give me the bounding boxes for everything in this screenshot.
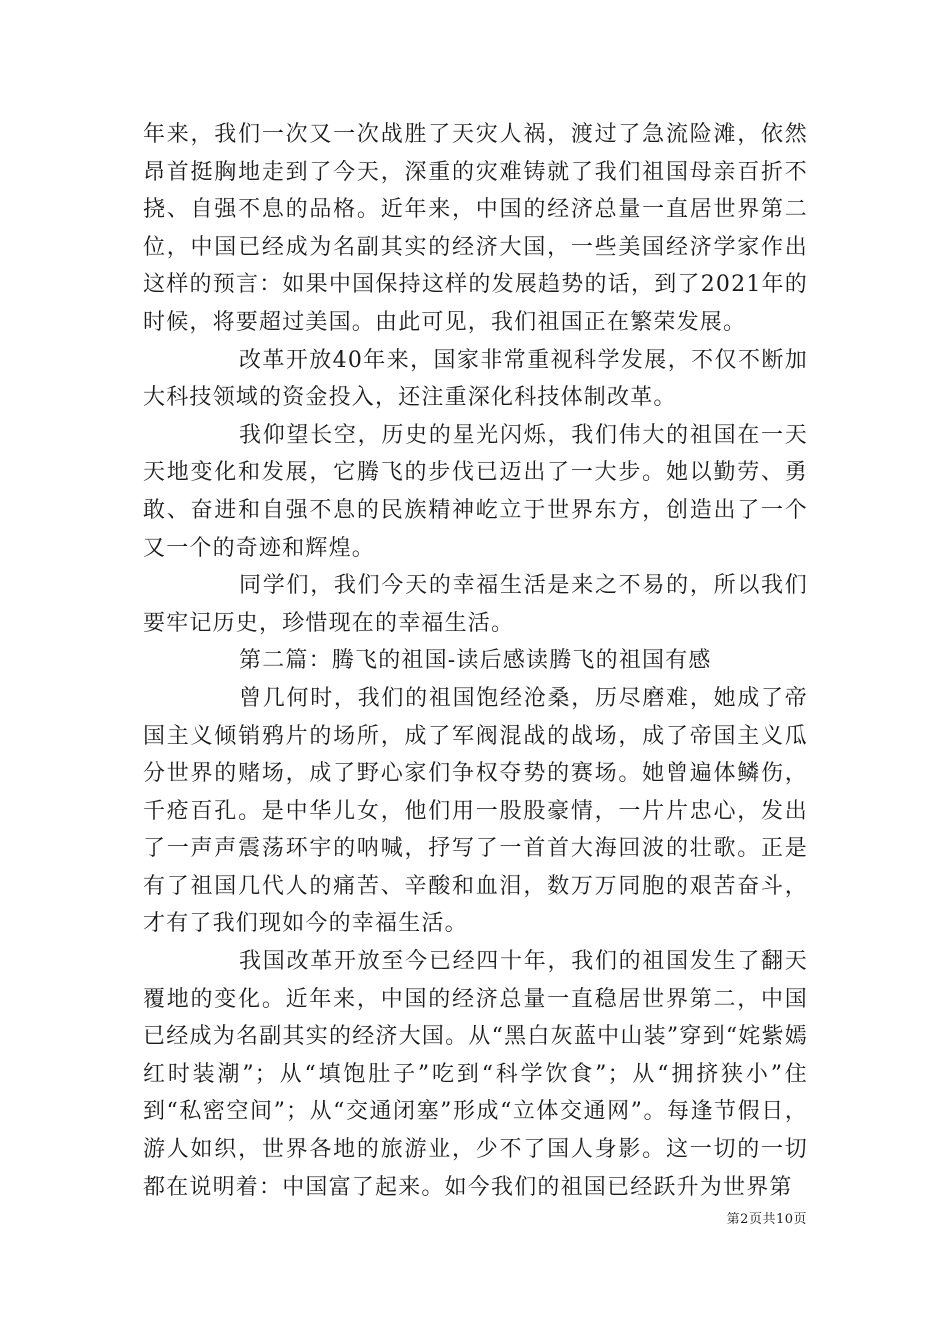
page-number: 第2页共10页 xyxy=(726,1212,807,1227)
section-heading: 第二篇：腾飞的祖国-读后感读腾飞的祖国有感 xyxy=(239,648,712,674)
paragraph-1: 年来，我们一次又一次战胜了天灾人祸，渡过了急流险滩，依然昂首挺胸地走到了今天，深重的灾难铸就了我们祖国母亲百折不挠、自强不息的品格。近年来，中国的经济总量一直居世界第二位，中国已经成为名副其实的经济大国，一些美国经济学家作出这样的预言：如果中国保持这样的发展趋势的话，到了2021年的时候，将要超过美国。由此可见，我们祖国正在繁荣发展。 xyxy=(143,122,808,335)
paragraph-3: 我仰望长空，历史的星光闪烁，我们伟大的祖国在一天天地变化和发展，它腾飞的步伐已迈出了一大步。她以勤劳、勇敢、奋进和自强不息的民族精神屹立于世界东方，创造出了一个又一个的奇迹和辉煌。 xyxy=(143,422,808,561)
paragraph-2: 改革开放40年来，国家非常重视科学发展，不仅不断加大科技领域的资金投入，还注重深化科技体制改革。 xyxy=(143,347,808,411)
document-body xyxy=(143,116,808,1206)
paragraph-4: 同学们，我们今天的幸福生活是来之不易的，所以我们要牢记历史，珍惜现在的幸福生活。 xyxy=(143,573,808,636)
paragraph-6: 我国改革开放至今已经四十年，我们的祖国发生了翻天覆地的变化。近年来，中国的经济总量一直稳居世界第二，中国已经成为名副其实的经济大国。从“黑白灰蓝中山装”穿到“姹紫嫣红时装潮”；从“填饱肚子”吃到“科学饮食”；从“拥挤狭小”住到“私密空间”；从“交通闭塞”形成“立体交通网”。每逢节假日，游人如织，世界各地的旅游业，少不了国人身影。这一切的一切都在说明着：中国富了起来。如今我们的祖国已经跃升为世界第 xyxy=(143,949,808,1200)
paragraph-5: 曾几何时，我们的祖国饱经沧桑，历尽磨难，她成了帝国主义倾销鸦片的场所，成了军阀混战的战场，成了帝国主义瓜分世界的赌场，成了野心家们争权夺势的赛场。她曾遍体鳞伤，千疮百孔。是中华儿女，他们用一股股豪情，一片片忠心，发出了一声声震荡环宇的呐喊，抒写了一首首大海回波的壮歌。正是有了祖国几代人的痛苦、辛酸和血泪，数万万同胞的艰苦奋斗，才有了我们现如今的幸福生活。 xyxy=(143,685,808,937)
